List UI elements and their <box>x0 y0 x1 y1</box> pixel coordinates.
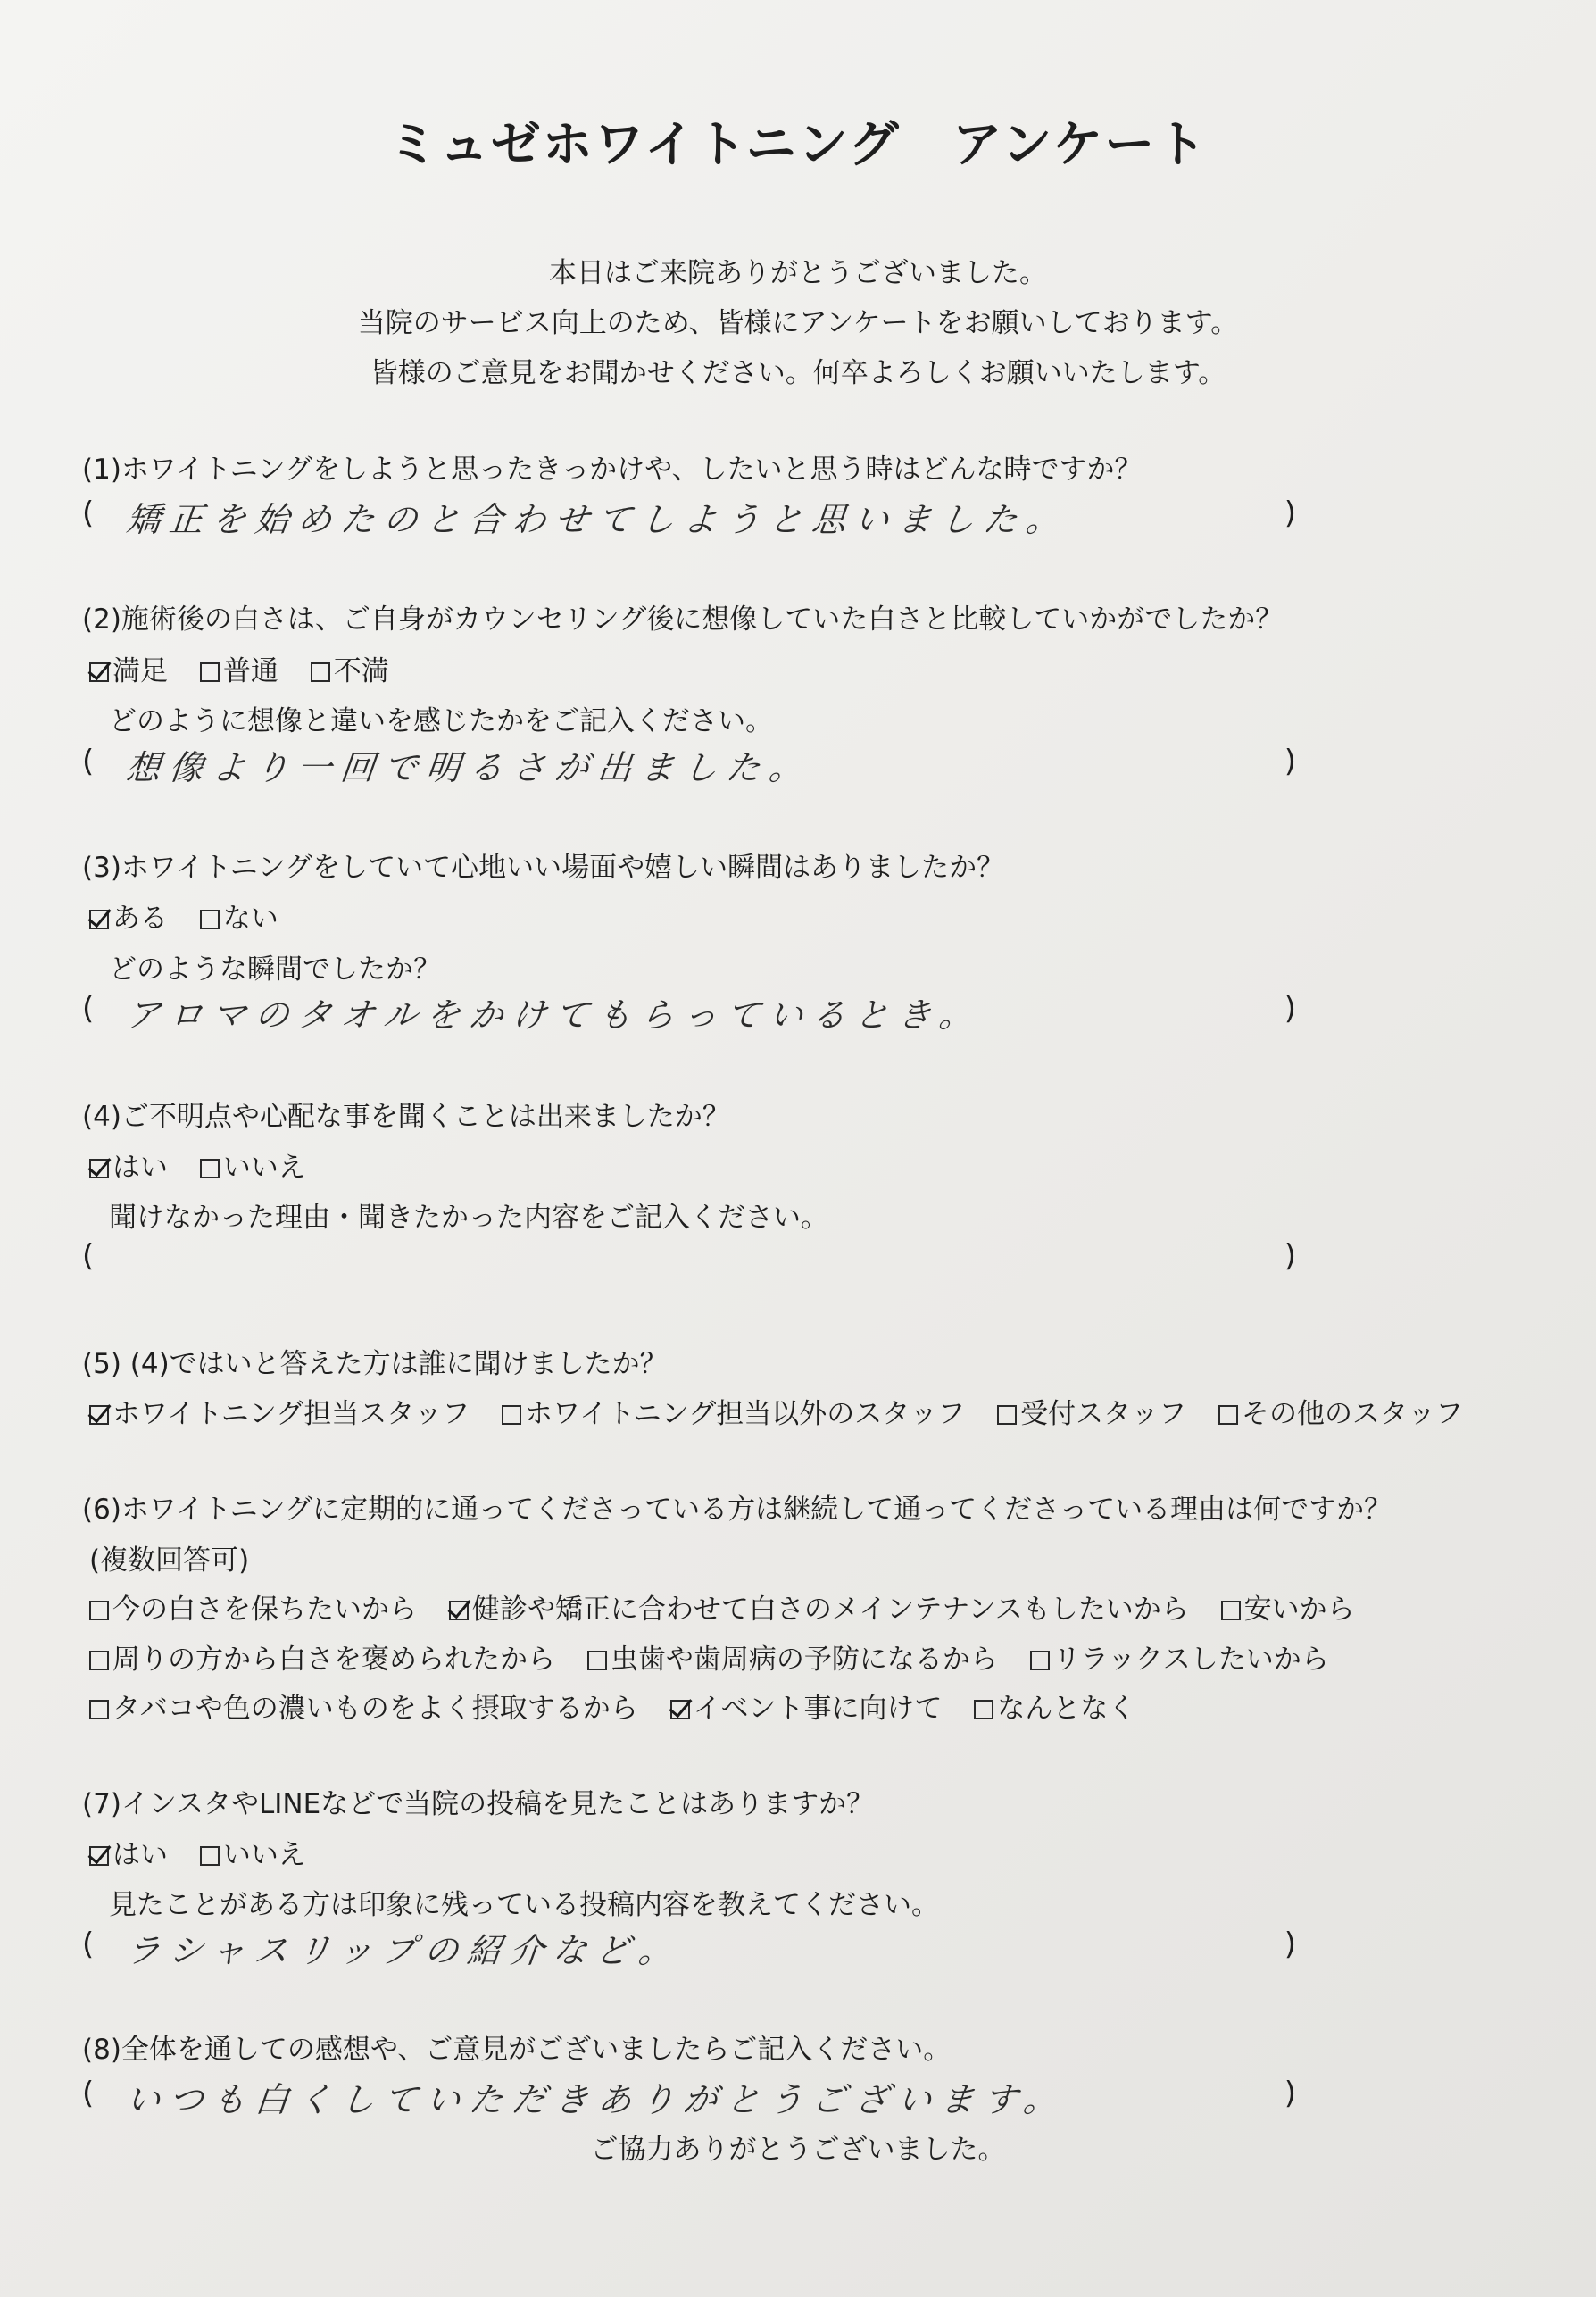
answer-4-row[interactable] <box>82 1238 1296 1283</box>
paren-close: ) <box>1284 1238 1296 1274</box>
checkbox-icon[interactable] <box>89 1700 109 1719</box>
answer-8-row[interactable] <box>82 2076 1296 2120</box>
question-3-options <box>89 895 302 936</box>
answer-7-row[interactable] <box>82 1927 1296 1971</box>
option-maintenance[interactable]: 健診や矯正に合わせて白さのメインテナンスもしたいから <box>449 1586 1189 1627</box>
option-event[interactable]: イベント事に向けて <box>670 1685 943 1726</box>
paren-close: ) <box>1284 744 1296 779</box>
question-2: (2)施術後の白さは、ご自身がカウンセリング後に想像していた白さと比較していかがでしたか？ <box>82 603 1284 636</box>
intro-line-2: 当院のサービス向上のため、皆様にアンケートをお願いしております。 <box>357 307 1239 339</box>
question-3-sub: どのような瞬間でしたか？ <box>109 953 441 986</box>
option-whitening-staff[interactable]: ホワイトニング担当スタッフ <box>89 1391 470 1431</box>
checkbox-checked-icon[interactable] <box>449 1601 469 1620</box>
checkbox-icon[interactable] <box>974 1700 993 1719</box>
checkbox-checked-icon[interactable] <box>89 1846 109 1866</box>
question-6-options-row-2 <box>89 1636 1352 1677</box>
option-reception-staff[interactable]: 受付スタッフ <box>997 1391 1186 1431</box>
option-prevention[interactable]: 虫歯や歯周病の予防になるから <box>587 1636 998 1677</box>
paren-open: ( <box>82 495 95 531</box>
question-4-options <box>89 1144 329 1185</box>
handwritten-answer-7: ラシャスリップの紹介など。 <box>124 1931 684 1970</box>
option-cheap[interactable]: 安いから <box>1221 1586 1355 1627</box>
option-no[interactable]: ない <box>200 895 278 936</box>
checkbox-icon[interactable] <box>587 1651 607 1670</box>
paren-open: ( <box>82 2076 95 2111</box>
intro-line-1: 本日はご来院ありがとうございました。 <box>549 257 1047 289</box>
paren-close: ) <box>1284 495 1296 531</box>
handwritten-answer-8: いつも白くしていただきありがとうございます。 <box>124 2080 1068 2119</box>
page-title: ミュゼホワイトニング アンケート <box>387 116 1209 174</box>
question-6-note: (複数回答可) <box>89 1544 250 1577</box>
checkbox-icon[interactable] <box>200 910 220 929</box>
checkbox-icon[interactable] <box>89 1651 109 1670</box>
option-relax[interactable]: リラックスしたいから <box>1030 1636 1329 1677</box>
option-yes[interactable]: はい <box>89 1144 168 1185</box>
question-7-sub: 見たことがある方は印象に残っている投稿内容を教えてください。 <box>109 1889 939 1921</box>
checkbox-checked-icon[interactable] <box>89 1159 109 1178</box>
question-2-options <box>89 648 412 688</box>
question-6: (6)ホワイトニングに定期的に通ってくださっている方は継続して通ってくださっている理由は何ですか？ <box>82 1494 1392 1526</box>
checkbox-icon[interactable] <box>200 662 220 682</box>
checkbox-icon[interactable] <box>997 1405 1017 1425</box>
paren-open: ( <box>82 1238 95 1274</box>
checkbox-icon[interactable] <box>200 1846 220 1866</box>
question-5: (5) (4)ではいと答えた方は誰に聞けましたか？ <box>82 1348 668 1380</box>
option-no[interactable]: いいえ <box>200 1832 306 1872</box>
checkbox-icon[interactable] <box>502 1405 521 1425</box>
paren-close: ) <box>1284 991 1296 1027</box>
handwritten-answer-3: アロマのタオルをかけてもらっているとき。 <box>124 995 985 1035</box>
option-no-reason[interactable]: なんとなく <box>974 1685 1135 1726</box>
handwritten-answer-1: 矯正を始めたのと合わせてしようと思いました。 <box>124 500 1071 539</box>
paren-close: ) <box>1284 2076 1296 2111</box>
checkbox-checked-icon[interactable] <box>670 1700 690 1719</box>
checkbox-icon[interactable] <box>200 1159 220 1178</box>
answer-3-row[interactable] <box>82 991 1296 1036</box>
checkbox-icon[interactable] <box>1218 1405 1238 1425</box>
paren-open: ( <box>82 744 95 779</box>
checkbox-checked-icon[interactable] <box>89 662 109 682</box>
checkbox-icon[interactable] <box>311 662 330 682</box>
option-no[interactable]: いいえ <box>200 1144 306 1185</box>
handwritten-answer-2: 想像より一回で明るさが出ました。 <box>124 748 814 787</box>
checkbox-checked-icon[interactable] <box>89 910 109 929</box>
option-tobacco[interactable]: タバコや色の濃いものをよく摂取するから <box>89 1685 638 1726</box>
checkbox-icon[interactable] <box>1030 1651 1050 1670</box>
option-yes[interactable]: はい <box>89 1832 168 1872</box>
paren-open: ( <box>82 1927 95 1962</box>
question-3: (3)ホワイトニングをしていて心地いい場面や嬉しい瞬間はありましたか？ <box>82 852 1005 884</box>
question-6-options-row-1 <box>89 1586 1378 1627</box>
option-other-staff[interactable]: その他のスタッフ <box>1218 1391 1463 1431</box>
question-8: (8)全体を通しての感想や、ご意見がございましたらご記入ください。 <box>82 2034 952 2066</box>
question-6-options-row-3 <box>89 1685 1159 1726</box>
question-4-sub: 聞けなかった理由・聞きたかった内容をご記入ください。 <box>109 1202 828 1234</box>
question-1: (1)ホワイトニングをしようと思ったきっかけや、したいと思う時はどんな時ですか？ <box>82 454 1143 486</box>
checkbox-icon[interactable] <box>1221 1601 1241 1620</box>
answer-1-row[interactable] <box>82 495 1296 540</box>
question-2-sub: どのように想像と違いを感じたかをご記入ください。 <box>109 705 773 737</box>
intro-line-3: 皆様のご意見をお聞かせください。何卒よろしくお願いいたします。 <box>370 357 1226 389</box>
question-7: (7)インスタやLINEなどで当院の投稿を見たことはありますか？ <box>82 1788 875 1820</box>
answer-2-row[interactable] <box>82 744 1296 788</box>
option-yes[interactable]: ある <box>89 895 168 936</box>
option-other-whitening-staff[interactable]: ホワイトニング担当以外のスタッフ <box>502 1391 965 1431</box>
option-praised[interactable]: 周りの方から白さを褒められたから <box>89 1636 555 1677</box>
question-7-options <box>89 1832 329 1872</box>
option-dissatisfied[interactable]: 不満 <box>311 648 389 688</box>
question-4: (4)ご不明点や心配な事を聞くことは出来ましたか？ <box>82 1101 730 1133</box>
option-satisfied[interactable]: 満足 <box>89 648 168 688</box>
checkbox-icon[interactable] <box>89 1601 109 1620</box>
paren-close: ) <box>1284 1927 1296 1962</box>
closing-message: ご協力ありがとうございました。 <box>590 2134 1006 2166</box>
checkbox-checked-icon[interactable] <box>89 1405 109 1425</box>
option-keep-whiteness[interactable]: 今の白さを保ちたいから <box>89 1586 417 1627</box>
question-5-options <box>89 1391 1486 1431</box>
paren-open: ( <box>82 991 95 1027</box>
option-normal[interactable]: 普通 <box>200 648 278 688</box>
